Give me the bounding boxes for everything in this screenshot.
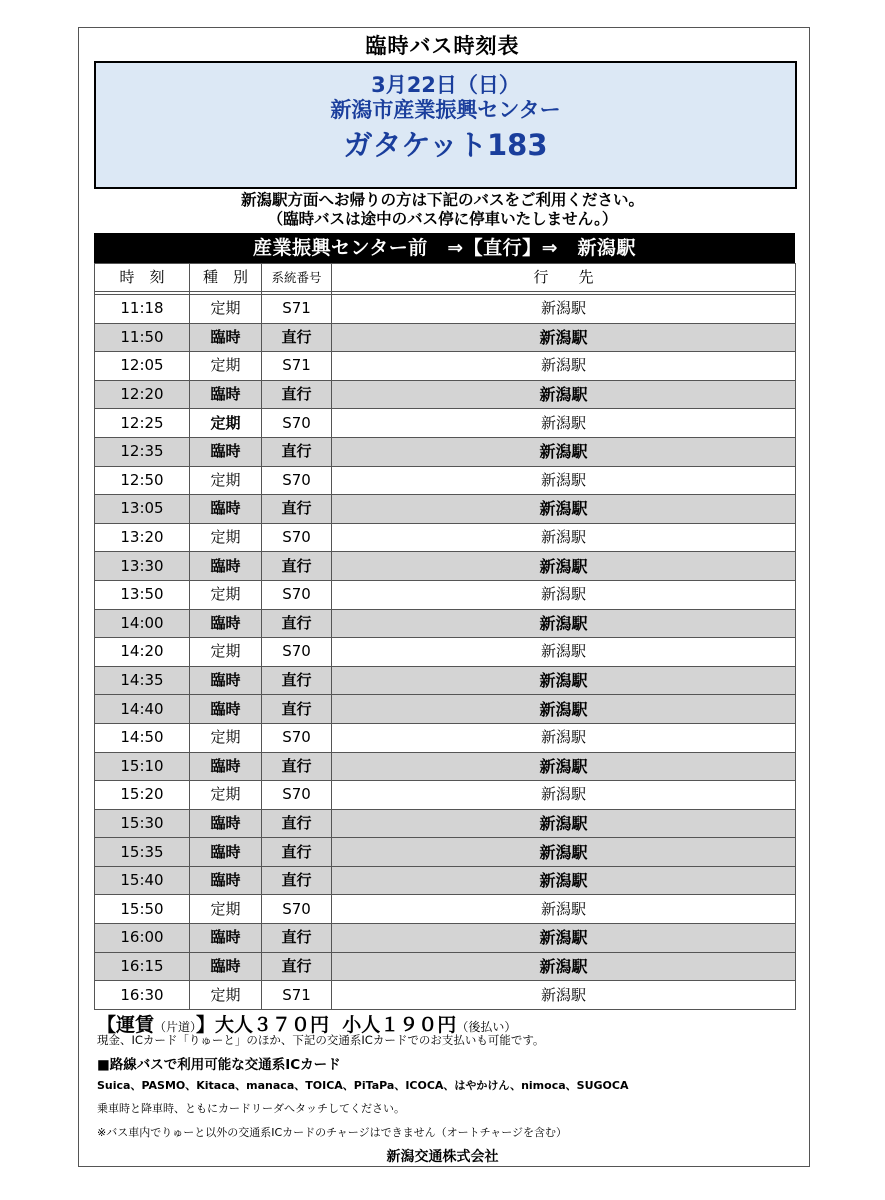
charge-note: ※バス車内でりゅーと以外の交通系ICカードのチャージはできません（オートチャージを含む） [97,1126,568,1139]
departure-time: 12:20 [95,380,190,409]
service-kind: 定期 [190,295,262,324]
system-number: S70 [262,895,332,924]
destination: 新潟駅 [332,466,796,495]
timetable-row [95,695,796,724]
timetable-row [95,609,796,638]
system-number: 直行 [262,609,332,638]
timetable-row [95,523,796,552]
header-destination: 行 先 [332,264,796,292]
service-kind: 定期 [190,981,262,1010]
system-number: 直行 [262,838,332,867]
system-number: 直行 [262,924,332,953]
departure-time: 15:35 [95,838,190,867]
departure-time: 15:50 [95,895,190,924]
notice-line-2: （臨時バスは途中のバス停に停車いたしません。） [267,210,618,228]
timetable-row [95,495,796,524]
destination: 新潟駅 [332,809,796,838]
system-number: 直行 [262,695,332,724]
service-kind: 定期 [190,466,262,495]
departure-time: 12:05 [95,352,190,381]
timetable-row [95,866,796,895]
timetable-row [95,924,796,953]
departure-time: 12:25 [95,409,190,438]
timetable-row [95,323,796,352]
destination: 新潟駅 [332,981,796,1010]
event-venue: 新潟市産業振興センター [330,98,561,122]
departure-time: 13:05 [95,495,190,524]
header-time: 時 刻 [95,264,190,292]
service-kind: 臨時 [190,380,262,409]
timetable-row [95,466,796,495]
event-date: 3月22日（日） [371,73,520,97]
timetable-row [95,638,796,667]
destination: 新潟駅 [332,838,796,867]
system-number: 直行 [262,809,332,838]
destination: 新潟駅 [332,323,796,352]
timetable-body [95,292,796,1010]
destination: 新潟駅 [332,580,796,609]
ic-card-heading: ■路線バスで利用可能な交通系ICカード [97,1057,341,1073]
system-number: 直行 [262,323,332,352]
destination: 新潟駅 [332,523,796,552]
service-kind: 臨時 [190,323,262,352]
service-kind: 臨時 [190,952,262,981]
company-name: 新潟交通株式会社 [386,1149,499,1165]
destination: 新潟駅 [332,409,796,438]
departure-time: 15:30 [95,809,190,838]
system-number: S70 [262,781,332,810]
fare-child: 小人１９０円 [342,1014,457,1036]
timetable-row [95,781,796,810]
departure-time: 14:00 [95,609,190,638]
timetable-row [95,380,796,409]
system-number: S71 [262,295,332,324]
destination: 新潟駅 [332,723,796,752]
destination: 新潟駅 [332,695,796,724]
system-number: 直行 [262,952,332,981]
timetable-row [95,295,796,324]
timetable-row [95,409,796,438]
event-name: ガタケット183 [343,128,548,162]
timetable-row [95,895,796,924]
departure-time: 14:20 [95,638,190,667]
service-kind: 定期 [190,638,262,667]
timetable-row [95,838,796,867]
service-kind: 定期 [190,352,262,381]
destination: 新潟駅 [332,895,796,924]
departure-time: 13:50 [95,580,190,609]
service-kind: 定期 [190,409,262,438]
departure-time: 14:35 [95,666,190,695]
departure-time: 12:50 [95,466,190,495]
departure-time: 16:15 [95,952,190,981]
service-kind: 臨時 [190,924,262,953]
destination: 新潟駅 [332,552,796,581]
timetable-header-row [95,264,796,292]
service-kind: 定期 [190,523,262,552]
system-number: S70 [262,523,332,552]
destination: 新潟駅 [332,437,796,466]
destination: 新潟駅 [332,295,796,324]
service-kind: 臨時 [190,752,262,781]
departure-time: 15:20 [95,781,190,810]
departure-time: 15:10 [95,752,190,781]
timetable-row [95,580,796,609]
service-kind: 定期 [190,781,262,810]
destination: 新潟駅 [332,380,796,409]
event-info-box [94,61,797,189]
service-kind: 臨時 [190,495,262,524]
system-number: S70 [262,580,332,609]
service-kind: 定期 [190,723,262,752]
notice-line-1: 新潟駅方面へお帰りの方は下記のバスをご利用ください。 [240,191,644,209]
header-kind: 種 別 [190,264,262,292]
departure-time: 11:18 [95,295,190,324]
touch-note: 乗車時と降車時、ともにカードリーダへタッチしてください。 [97,1102,405,1115]
destination: 新潟駅 [332,781,796,810]
ic-card-list: Suica、PASMO、Kitaca、manaca、TOICA、PiTaPa、ICOCA、はやかけん、nimoca、SUGOCA [97,1079,629,1092]
destination: 新潟駅 [332,352,796,381]
timetable-row [95,981,796,1010]
departure-time: 13:20 [95,523,190,552]
departure-time: 14:50 [95,723,190,752]
timetable-row [95,809,796,838]
system-number: 直行 [262,495,332,524]
system-number: 直行 [262,437,332,466]
destination: 新潟駅 [332,866,796,895]
departure-time: 15:40 [95,866,190,895]
system-number: S70 [262,409,332,438]
system-number: 直行 [262,752,332,781]
system-number: S70 [262,466,332,495]
fare-label-close: 】 [196,1014,216,1036]
timetable-row [95,952,796,981]
service-kind: 臨時 [190,866,262,895]
timetable-row [95,666,796,695]
payment-note: 現金、ICカード「りゅーと」のほか、下記の交通系ICカードでのお支払いも可能です。 [97,1033,545,1047]
service-kind: 臨時 [190,437,262,466]
destination: 新潟駅 [332,952,796,981]
service-kind: 定期 [190,895,262,924]
destination: 新潟駅 [332,752,796,781]
system-number: 直行 [262,666,332,695]
service-kind: 臨時 [190,809,262,838]
departure-time: 13:30 [95,552,190,581]
system-number: 直行 [262,866,332,895]
system-number: 直行 [262,552,332,581]
departure-time: 11:50 [95,323,190,352]
fare-adult: 大人３７０円 [215,1014,330,1036]
departure-time: 14:40 [95,695,190,724]
departure-time: 12:35 [95,437,190,466]
timetable-row [95,552,796,581]
system-number: S70 [262,723,332,752]
destination: 新潟駅 [332,924,796,953]
fare-label-oneway: （片道） [154,1020,197,1034]
service-kind: 臨時 [190,552,262,581]
service-kind: 臨時 [190,695,262,724]
departure-time: 16:30 [95,981,190,1010]
service-kind: 臨時 [190,609,262,638]
timetable-row [95,752,796,781]
system-number: 直行 [262,380,332,409]
system-number: S70 [262,638,332,667]
page-title: 臨時バス時刻表 [365,34,520,58]
system-number: S71 [262,981,332,1010]
fare-label-open: 【運賃 [97,1014,155,1036]
destination: 新潟駅 [332,609,796,638]
destination: 新潟駅 [332,666,796,695]
service-kind: 定期 [190,580,262,609]
timetable [94,263,796,1010]
timetable-row [95,352,796,381]
timetable-row [95,437,796,466]
destination: 新潟駅 [332,638,796,667]
timetable-row [95,723,796,752]
departure-time: 16:00 [95,924,190,953]
fare-payment-method: （後払い） [456,1020,517,1034]
service-kind: 臨時 [190,666,262,695]
header-system-number: 系統番号 [262,264,332,292]
destination: 新潟駅 [332,495,796,524]
route-banner: 産業振興センター前 ⇒【直行】⇒ 新潟駅 [94,233,795,263]
service-kind: 臨時 [190,838,262,867]
system-number: S71 [262,352,332,381]
